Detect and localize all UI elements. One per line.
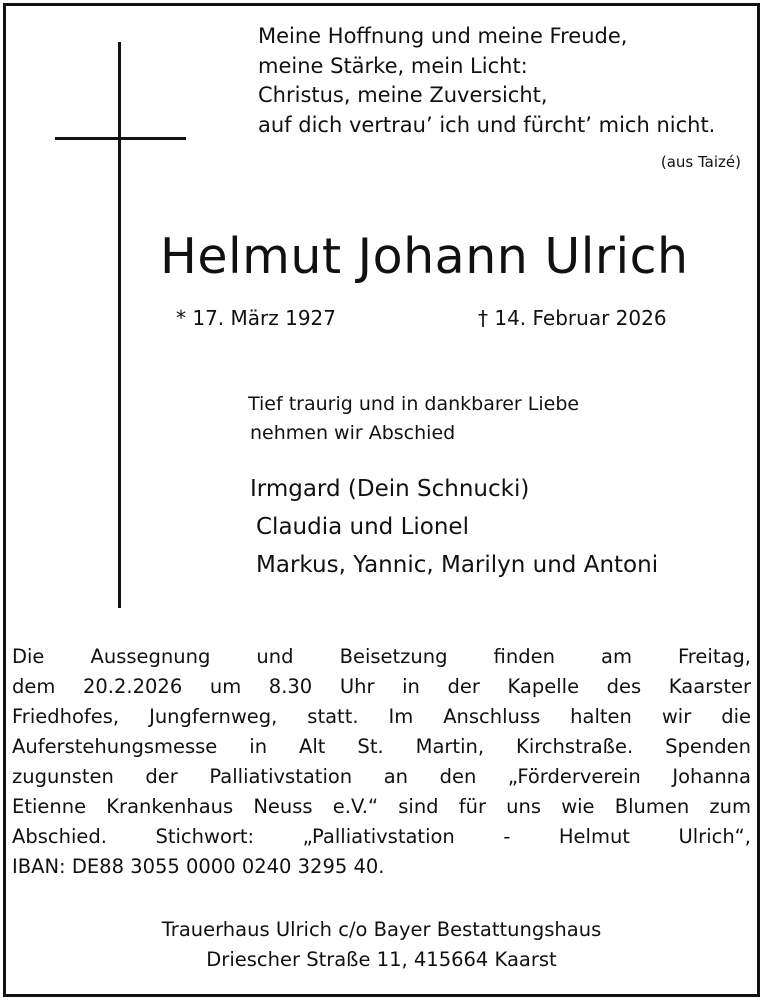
- farewell-intro-line: nehmen wir Abschied: [250, 422, 456, 444]
- cross-icon-vertical-bar: [118, 42, 121, 608]
- notice-line: zugunsten der Palliativstation an den „Förderverein Johanna: [12, 765, 751, 788]
- farewell-intro-line: Tief traurig und in dankbarer Liebe: [248, 393, 580, 415]
- notice-line: Etienne Krankenhaus Neuss e.V.“ sind für uns wie Blumen zum: [12, 795, 751, 818]
- birth-date: * 17. März 1927: [176, 306, 337, 330]
- farewell-intro: [248, 390, 579, 448]
- verse-line: auf dich vertrau’ ich und fürcht’ mich nicht.: [258, 112, 716, 137]
- mourner-name: Markus, Yannic, Marilyn und Antoni: [256, 552, 659, 578]
- notice-line: Auferstehungsmesse in Alt St. Martin, Kirchstraße. Spenden: [12, 735, 751, 758]
- mourner-name: Claudia und Lionel: [256, 514, 469, 540]
- mourning-house-address: [0, 915, 763, 975]
- address-line: Trauerhaus Ulrich c/o Bayer Bestattungshaus: [161, 918, 602, 941]
- verse-line: Christus, meine Zuversicht,: [258, 83, 548, 107]
- deceased-name: Helmut Johann Ulrich: [160, 228, 689, 285]
- verse-line: meine Stärke, mein Licht:: [258, 53, 528, 78]
- verse-source: (aus Taizé): [660, 153, 741, 171]
- mourner-name: Irmgard (Dein Schnucki): [250, 476, 530, 502]
- notice-line: dem 20.2.2026 um 8.30 Uhr in der Kapelle des Kaarster: [12, 675, 751, 698]
- mourners-list: [250, 470, 659, 584]
- notice-line: Abschied. Stichwort: „Palliativstation - Helmut Ulrich“,: [12, 825, 751, 848]
- notice-line: IBAN: DE88 3055 0000 0240 3295 40.: [12, 855, 385, 878]
- address-line: Driescher Straße 11, 415664 Kaarst: [206, 948, 557, 971]
- funeral-notice-text: [12, 642, 751, 882]
- notice-line: Die Aussegnung und Beisetzung finden am Freitag,: [12, 645, 751, 668]
- verse: [258, 22, 715, 140]
- verse-line: Meine Hoffnung und meine Freude,: [258, 24, 628, 48]
- cross-icon-horizontal-bar: [55, 137, 186, 140]
- notice-line: Friedhofes, Jungfernweg, statt. Im Anschluss halten wir die: [12, 705, 751, 728]
- death-date: † 14. Februar 2026: [478, 306, 667, 330]
